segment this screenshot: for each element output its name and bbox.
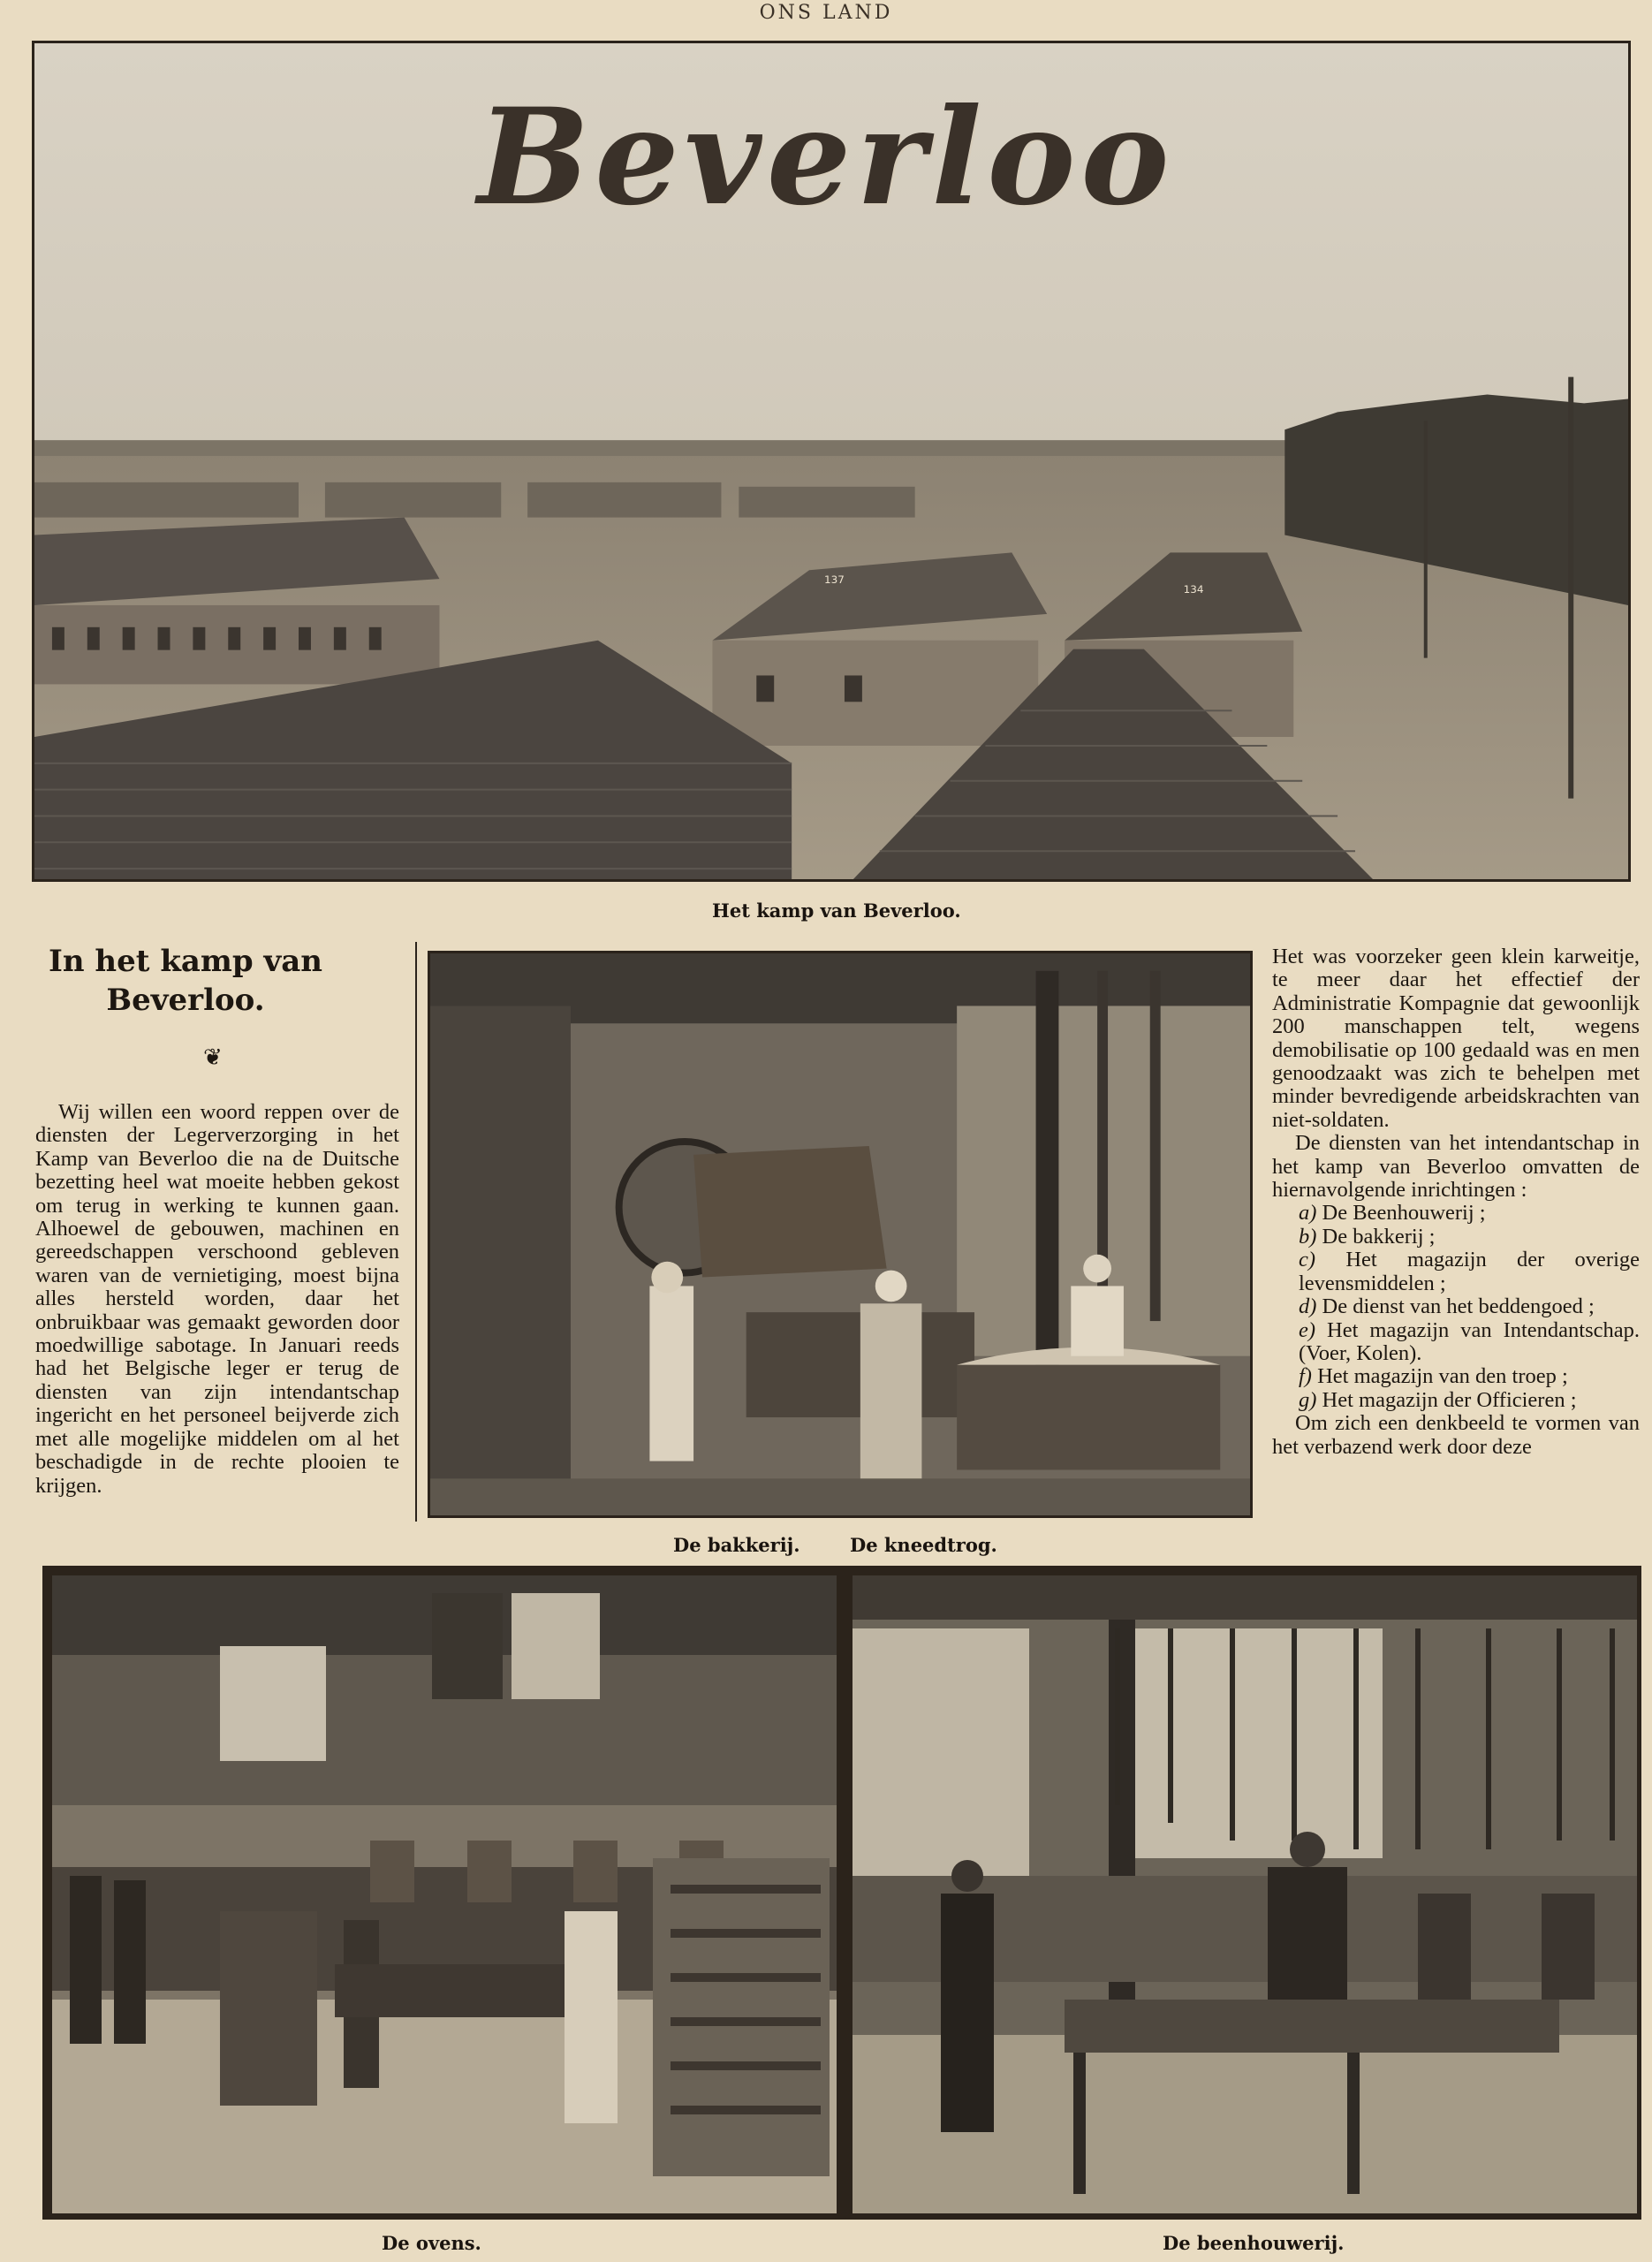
ovens-photo-image	[52, 1575, 837, 2213]
article-paragraph: Het was voorzeker geen klein karweitje, te meer daar het effectief der Administratie Kompagnie dat gewoonlijk 200 manschappen telt, wegens demobilisatie op 100 gedaald was en men genoodzaakt was zich te behelpen met minder bevredigende arbeidskrachten van niet-soldaten.	[1272, 945, 1640, 1132]
article-paragraph: De diensten van het intendantschap in het kamp van Beverloo omvatten de hiernavolgende inrichtingen :	[1272, 1131, 1640, 1203]
list-item: e) Het magazijn van Intendantschap. (Voer, Kolen).	[1299, 1317, 1640, 1365]
caption-camp: Het kamp van Beverloo.	[712, 899, 961, 922]
article-left-column	[35, 1101, 399, 1498]
page-title: Beverloo	[477, 80, 1175, 235]
article-headline: In het kamp van Beverloo.	[48, 944, 323, 1018]
caption-bakery: De bakkerij.	[673, 1534, 800, 1556]
article-paragraph: Wij willen een woord reppen over de diensten der Legerverzorging in het Kamp van Beverloo die na de Duitsche bezetting heel wat moeite hebben gekost om terug in werking te kunnen gaan. Alhoewel de gebouwen, machinen en gereedschappen verschoond gebleven waren van de vernietiging, moest bijna alles hersteld worden, daar het onbruikbaar was gemaakt geworden door moedwillige sabotage. In Januari reeds had het Belgische leger er terug de diensten van zijn intendantschap ingericht en het personeel beijverde zich met alle mogelijke middelen om al het beschadigde in de rechte plooien te krijgen.	[35, 1100, 399, 1498]
column-rule-left	[415, 942, 417, 1522]
list-item: f) Het magazijn van den troep ;	[1299, 1364, 1568, 1389]
caption-butchery: De beenhouwerij.	[1163, 2232, 1345, 2254]
article-paragraph: Om zich een denkbeeld te vormen van het verbazend werk door deze	[1272, 1411, 1640, 1459]
masthead: ONS LAND	[759, 2, 893, 24]
list-item: g) Het magazijn der Officieren ;	[1299, 1387, 1577, 1412]
caption-ovens: De ovens.	[382, 2232, 481, 2254]
caption-trough: De kneedtrog.	[850, 1534, 997, 1556]
butchery-photo	[853, 1575, 1637, 2213]
bottom-photo-frame	[42, 1566, 1641, 2220]
list-item: b) De bakkerij ;	[1299, 1224, 1436, 1249]
bakery-photo	[428, 951, 1253, 1518]
barrack-number-134: 134	[1183, 583, 1204, 596]
ovens-photo	[52, 1575, 837, 2213]
list-item: a) De Beenhouwerij ;	[1299, 1201, 1486, 1226]
butchery-photo-image	[853, 1575, 1637, 2213]
article-right-column	[1272, 945, 1640, 1459]
bakery-photo-image	[430, 953, 1250, 1515]
ornament-icon: ❦	[203, 1044, 223, 1071]
barrack-number-137: 137	[824, 573, 845, 587]
list-item: c) Het magazijn der overige levensmiddelen ;	[1299, 1248, 1641, 1295]
list-item: d) De dienst van het beddengoed ;	[1299, 1294, 1595, 1319]
